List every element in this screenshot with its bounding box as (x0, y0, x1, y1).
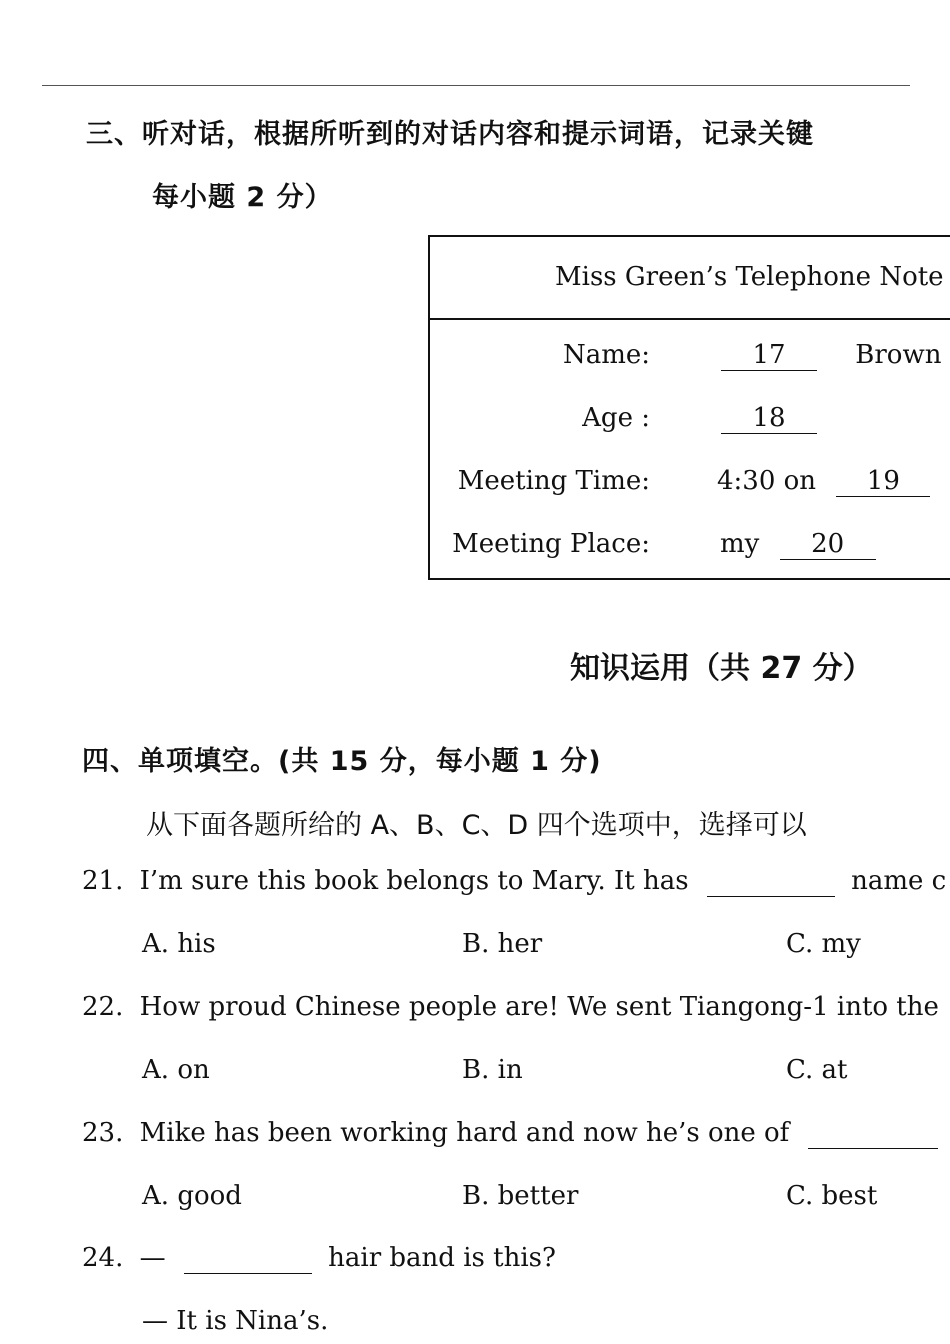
question-24 (82, 1243, 556, 1274)
telephone-note-title: Miss Green’s Telephone Note (555, 262, 944, 292)
part-title: 知识运用（共 27 分） (570, 651, 873, 686)
section3-heading: 三、听对话，根据所听到的对话内容和提示词语，记录关键 (86, 119, 814, 150)
blank-20: 20 (780, 530, 876, 560)
note-label-name: Name: (562, 340, 650, 370)
q23-option-c: C. best (786, 1181, 878, 1211)
q22-option-b: B. in (462, 1055, 523, 1085)
answer-blank (808, 1119, 938, 1149)
question-number: 21. (82, 866, 124, 896)
note-name-after: Brown (855, 340, 942, 370)
question-text-after: hair band is this? (328, 1243, 556, 1273)
question-text: I’m sure this book belongs to Mary. It has (139, 866, 689, 896)
note-value-meeting-time (717, 466, 930, 497)
note-value-age (721, 403, 817, 434)
note-label-meeting-time: Meeting Time: (457, 466, 650, 496)
telephone-note-separator (430, 318, 950, 320)
q22-option-c: C. at (786, 1055, 848, 1085)
top-rule (42, 85, 910, 86)
q23-option-a: A. good (142, 1181, 242, 1211)
question-22 (82, 992, 939, 1022)
note-value-meeting-place (720, 529, 876, 560)
meeting-place-prefix: my (720, 529, 760, 559)
q21-option-c: C. my (786, 929, 861, 959)
blank-19: 19 (836, 467, 930, 497)
note-label-meeting-place: Meeting Place: (452, 529, 650, 559)
q23-option-b: B. better (462, 1181, 579, 1211)
section4-heading: 四、单项填空。(共 15 分，每小题 1 分) (82, 746, 602, 777)
q21-option-a: A. his (142, 929, 216, 959)
question-number: 22. (82, 992, 124, 1022)
question-text: How proud Chinese people are! We sent Tiangong-1 into the (139, 992, 939, 1022)
section3-heading-cont: 每小题 2 分） (152, 182, 333, 213)
note-value-name (721, 340, 941, 371)
q21-option-b: B. her (462, 929, 543, 959)
blank-17: 17 (721, 341, 817, 371)
question-text-after: name c (851, 866, 947, 896)
question-number: 24. (82, 1243, 124, 1273)
answer-blank (707, 867, 835, 897)
q22-option-a: A. on (142, 1055, 210, 1085)
question-21 (82, 866, 946, 897)
answer-blank (184, 1244, 312, 1274)
section4-instruction: 从下面各题所给的 A、B、C、D 四个选项中，选择可以 (146, 810, 807, 841)
blank-18: 18 (721, 404, 817, 434)
dialogue-dash: — (139, 1243, 166, 1273)
question-23 (82, 1118, 938, 1149)
meeting-time-prefix: 4:30 on (717, 466, 817, 496)
note-label-age: Age : (582, 403, 650, 433)
question-24-answer: — It is Nina’s. (142, 1306, 329, 1336)
question-text: Mike has been working hard and now he’s one of (139, 1118, 790, 1148)
question-number: 23. (82, 1118, 124, 1148)
